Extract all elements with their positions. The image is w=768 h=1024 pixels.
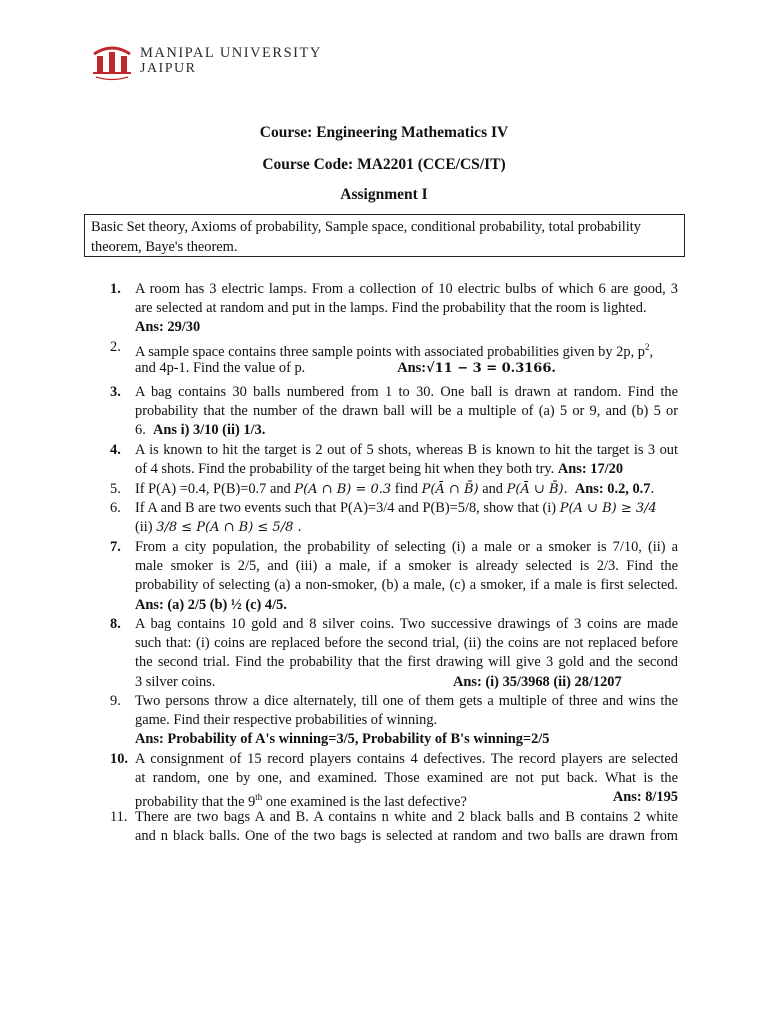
- question-line: and n black balls. One of the two bags is selected at random and two balls are drawn from: [135, 828, 678, 845]
- answer: Ans: 0.2, 0.7: [574, 481, 651, 497]
- question-line: From a city population, the probability of selecting (i) a male or a smoker is 7/10, (ii) a: [135, 539, 678, 555]
- question-number: 10.: [110, 751, 128, 767]
- topics-box: Basic Set theory, Axioms of probability, Sample space, conditional probability, total probability theorem, Baye's theorem.: [84, 214, 685, 257]
- university-emblem-icon: [88, 42, 136, 82]
- question-line: A is known to hit the target is 2 out of 5 shots, whereas B is known to hit the target is 3 out: [135, 442, 678, 458]
- university-name: MANIPAL UNIVERSITY: [140, 45, 322, 61]
- question-line: of 4 shots. Find the probability of the target being hit when they both try.: [135, 461, 555, 478]
- answer-math: √11 − 3 = 0.3166.: [426, 361, 556, 377]
- question-line: male smoker is 2/5, and (iii) a male, if a smoker is already selected is 2/3. Find the: [135, 558, 678, 575]
- question-number: 7.: [110, 539, 121, 555]
- question-line: Two persons throw a dice alternately, till one of them gets a multiple of three and wins the: [135, 693, 678, 709]
- university-logo: [88, 42, 348, 82]
- question-number: 5.: [110, 481, 121, 497]
- question-number: 6.: [110, 500, 121, 516]
- question-line: A sample space contains three sample points with associated probabilities given by 2p, p: [135, 343, 645, 360]
- question-number: 8.: [110, 616, 121, 632]
- question-line: at random, one by one, and examined. Those examined are not put back. What is the: [135, 770, 678, 787]
- math-expression: P(A ∩ B) = 0.3: [294, 482, 392, 497]
- answer-label: Ans:: [397, 360, 427, 377]
- answer: Ans i) 3/10 (ii) 1/3.: [153, 422, 266, 439]
- question-text: If P(A) =0.4, P(B)=0.7 and: [135, 481, 291, 497]
- math-expression: P(Ā ∩ B̄): [421, 482, 479, 497]
- university-city: JAIPUR: [140, 61, 197, 76]
- question-text: If A and B are two events such that P(A)=3/4 and P(B)=5/8, show that (i): [135, 500, 557, 516]
- question-line: A room has 3 electric lamps. From a collection of 10 electric bulbs of which 6 are good, 3: [135, 281, 678, 297]
- question-line: There are two bags A and B. A contains n white and 2 black balls and B contains 2 white: [135, 809, 678, 825]
- question-line: A consignment of 15 record players contains 4 defectives. The record players are selected: [135, 751, 678, 767]
- answer: Ans: Probability of A's winning=3/5, Probability of B's winning=2/5: [135, 731, 550, 748]
- question-line: are selected at random and put in the lamps. Find the probability that the room is lighted.: [135, 300, 647, 317]
- question-line: 6.: [135, 422, 146, 439]
- question-line: one examined is the last defective?: [262, 794, 467, 811]
- question-text: (ii): [135, 519, 153, 536]
- question-line: A bag contains 10 gold and 8 silver coins. Two successive drawings of 3 coins are made: [135, 616, 678, 632]
- question-number: 11.: [110, 809, 128, 825]
- math-expression: 3/8 ≤ P(A ∩ B) ≤ 5/8 .: [156, 520, 302, 536]
- answer: Ans: 8/195: [612, 789, 678, 806]
- answer: Ans: (i) 35/3968 (ii) 28/1207: [453, 673, 622, 690]
- question-number: 3.: [110, 384, 121, 400]
- course-title: Course: Engineering Mathematics IV: [259, 124, 509, 141]
- question-line: the second trial. Find the probability that the first drawing will give 3 gold and the second: [135, 654, 678, 671]
- question-line: such that: (i) coins are replaced before the second trial, (ii) the coins are not replaced before: [135, 635, 678, 652]
- question-line: probability that the 9: [135, 794, 256, 811]
- question-number: 1.: [110, 281, 121, 297]
- question-number: 4.: [110, 442, 121, 458]
- answer: Ans: 29/30: [135, 319, 201, 336]
- question-line: game. Find their respective probabilities of winning.: [135, 712, 438, 729]
- superscript: 2: [644, 342, 650, 352]
- question-text: find: [394, 481, 418, 497]
- answer: Ans: (a) 2/5 (b) ½ (c) 4/5.: [135, 596, 287, 613]
- question-line: A bag contains 30 balls numbered from 1 to 30. One ball is drawn at random. Find the: [135, 384, 678, 400]
- question-line: and 4p-1. Find the value of p.: [135, 360, 306, 377]
- question-number: 2.: [110, 339, 121, 355]
- course-code: Course Code: MA2201 (CCE/CS/IT): [262, 156, 506, 173]
- question-line: 3 silver coins.: [135, 673, 216, 690]
- superscript: th: [255, 792, 263, 803]
- question-text: and: [482, 481, 503, 497]
- question-line: probability that the number of the drawn ball will be a multiple of (a) 5 or 9, and (b) 5 or: [135, 403, 678, 420]
- answer: Ans: 17/20: [557, 461, 624, 478]
- question-line: probability of selecting (a) a non-smoker, (b) a male, (c) a smoker, if a male is first selected.: [135, 577, 678, 594]
- math-expression: P(A ∪ B) ≥ 3/4: [559, 501, 657, 516]
- math-expression: P(Ā ∪ B̄).: [506, 482, 568, 497]
- assignment-title: Assignment I: [340, 186, 428, 203]
- punctuation: ,: [649, 343, 654, 360]
- question-number: 9.: [110, 693, 121, 709]
